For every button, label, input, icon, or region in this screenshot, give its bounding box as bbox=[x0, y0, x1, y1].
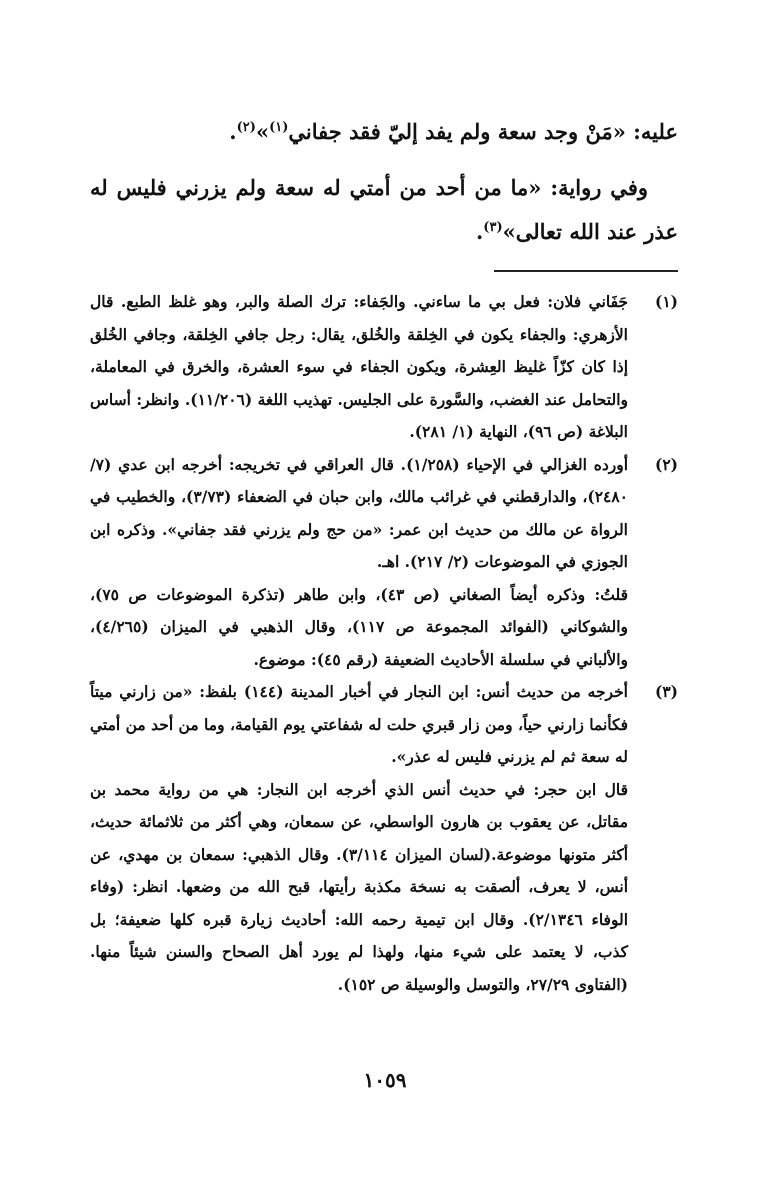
footnote-ref-1: (١) bbox=[269, 120, 289, 135]
footnote-number: (٣) bbox=[654, 682, 678, 701]
quote-close: » bbox=[255, 119, 270, 144]
footnote-number: (١) bbox=[654, 292, 678, 311]
footnote-paragraph: قال ابن حجر: في حديث أنس الذي أخرجه ابن النجار: هي من رواية محمد بن مقاتل، عن يعقوب بن هارون الواسطي، عن سمعان، وهي أكثر من ثلاثمائة حديث، أكثر متونها موضوعة.(لسان الميزان ٣/١١٤). وقال الذهبي: سمعان بن مهدي، عن أنس، لا يعرف، ألصقت به نسخة مكذبة رأيتها، قبح الله من وضعها. انظر: (وفاء الوفاء ٢/١٣٤٦). وقال ابن تيمية رحمه الله: أحاديث زيارة قبره كلها ضعيفة؛ بل كذب، لا يعتمد على شيء منها، ولهذا لم يورد أهل الصحاح والسنن شيئاً منها. (الفتاوى ٢٧/٢٩، والتوسل والوسيلة ص ١٥٢). bbox=[90, 779, 628, 994]
footnote-separator bbox=[494, 270, 678, 272]
footnote-ref-2: (٢) bbox=[236, 120, 256, 135]
main-paragraph-2 bbox=[90, 166, 678, 254]
footnote-paragraph: قلتُ: وذكره أيضاً الصغاني (ص ٤٣)، وابن طاهر (تذكرة الموضوعات ص ٧٥)، والشوكاني (الفوائد المجموعة ص ١١٧)، وقال الذهبي في الميزان (٤/٢٦٥)، والألباني في سلسلة الأحاديث الضعيفة (رقم ٤٥): موضوع. bbox=[90, 584, 629, 669]
footnote-2 bbox=[90, 449, 678, 677]
main-line-1-end: . bbox=[229, 119, 237, 144]
page-content bbox=[90, 110, 678, 1001]
footnotes bbox=[90, 286, 678, 1001]
footnote-paragraph: جَفَاني فلان: فعل بي ما ساءني. والجَفاء: ترك الصلة والبر، وهو غلظ الطبع. قال الأزهري: والجفاء يكون في الخِلقة والخُلق، يقال: رجل جافي الخِلقة، وجافي الخُلق إذا كان كزّاً غليظ العِشرة، ويكون الجفاء في سوء العشرة، والخرق في المعاملة، والتحامل عند الغضب، والسَّورة على الجليس. تهذيب اللغة (١١/٢٠٦). وانظر: أساس البلاغة (ص ٩٦)، النهاية (١/ ٢٨١). bbox=[90, 292, 628, 441]
footnote-paragraph: أورده الغزالي في الإحياء (١/٢٥٨). قال العراقي في تخريجه: أخرجه ابن عدي (٧/ ٢٤٨٠)، والدارقطني في غرائب مالك، وابن حبان في الضعفاء (٣/٧٣)، والخطيب في الرواة عن مالك من حديث ابن عمر: «من حج ولم يزرني فقد جفاني». وذكره ابن الجوزي في الموضوعات (٢/ ٢١٧). اهـ. bbox=[90, 454, 629, 571]
footnote-1 bbox=[90, 286, 678, 449]
main-line-1 bbox=[90, 110, 678, 154]
page-number: ١٠٥٩ bbox=[363, 1068, 407, 1092]
footnote-body bbox=[90, 676, 628, 1001]
main-line-1-text: عليه: «مَنْ وجد سعة ولم يفد إليّ فقد جفاني bbox=[288, 119, 678, 144]
footnote-body bbox=[90, 286, 628, 449]
main-paragraph-2-text: وفي رواية: «ما من أحد من أمتي له سعة ولم يزرني فليس له عذر عند الله تعالى» bbox=[90, 175, 678, 244]
footnote-paragraph: أخرجه من حديث أنس: ابن النجار في أخبار المدينة (١٤٤) بلفظ: «من زارني ميتاً فكأنما زارني حياً، ومن زار قبري حلت له شفاعتي يوم القيامة، وما من أحد من أمتي له سعة ثم لم يزرني فليس له عذر». bbox=[90, 682, 628, 766]
footnote-3 bbox=[90, 676, 678, 1001]
footnote-ref-3: (٣) bbox=[483, 220, 503, 235]
main-paragraph-2-end: . bbox=[475, 219, 484, 244]
footnote-number: (٢) bbox=[654, 454, 678, 474]
main-text bbox=[90, 110, 678, 254]
footnote-body bbox=[90, 449, 628, 677]
